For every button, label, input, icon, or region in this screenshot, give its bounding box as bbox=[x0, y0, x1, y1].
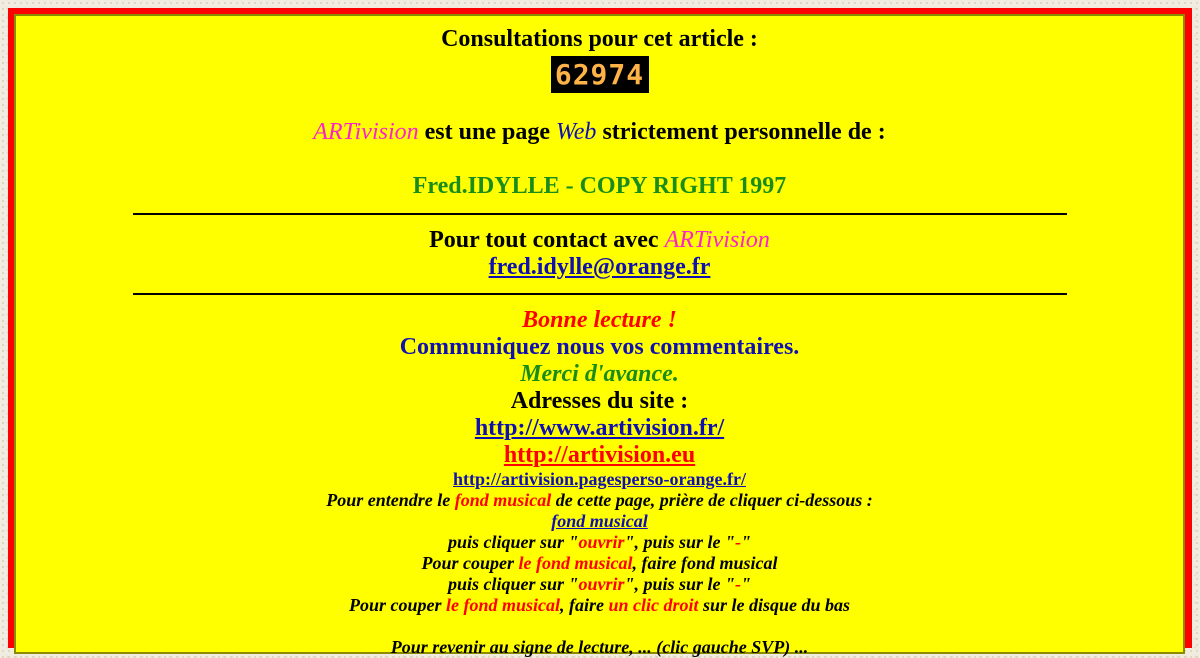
music-line-5-a: Pour couper bbox=[348, 595, 446, 615]
contact-brand: ARTivision bbox=[664, 227, 770, 253]
music-line-1-c: de cette page, prière de cliquer ci-dessous : bbox=[551, 490, 873, 510]
music-line-3-b: le fond musical bbox=[518, 553, 633, 573]
music-line-3-a: Pour couper bbox=[421, 553, 519, 573]
music-line-2-b: ouvrir bbox=[578, 532, 625, 552]
contact-line bbox=[16, 227, 1183, 254]
music-line-1 bbox=[16, 490, 1183, 511]
music-line-2-c: ", puis sur le " bbox=[624, 532, 736, 552]
music-line-5-b: le fond musical bbox=[445, 595, 560, 615]
content-panel bbox=[14, 14, 1185, 657]
music-line-2 bbox=[16, 532, 1183, 553]
music-line-2-d: - bbox=[735, 532, 742, 552]
bonne-lecture: Bonne lecture ! bbox=[522, 307, 677, 333]
copyright: Fred.IDYLLE - COPY RIGHT 1997 bbox=[412, 173, 787, 199]
music-line-2-e: " bbox=[741, 532, 752, 552]
music-line-4-c: ", puis sur le " bbox=[624, 574, 736, 594]
music-line-3-c: , faire fond musical bbox=[632, 553, 778, 573]
music-line-4 bbox=[16, 574, 1183, 595]
brand-name: ARTivision bbox=[313, 119, 419, 145]
music-line-4-d: - bbox=[735, 574, 742, 594]
music-line-6: Pour revenir au signe de lecture, ... (clic gauche SVP) ... bbox=[390, 637, 809, 657]
url-link-fr[interactable]: http://www.artivision.fr/ bbox=[474, 415, 725, 441]
url-link-orange[interactable]: http://artivision.pagesperso-orange.fr/ bbox=[453, 469, 746, 489]
music-line-2-a: puis cliquer sur " bbox=[447, 532, 579, 552]
thanks-line: Merci d'avance. bbox=[520, 361, 679, 387]
brand-line bbox=[16, 117, 1183, 147]
music-line-1-a: Pour entendre le bbox=[326, 490, 455, 510]
music-line-5-c: , faire bbox=[559, 595, 609, 615]
music-line-5-e: sur le disque du bas bbox=[698, 595, 851, 615]
brand-text-mid: est une page bbox=[418, 119, 556, 145]
visit-counter: 62974 bbox=[551, 56, 649, 93]
music-link[interactable]: fond musical bbox=[551, 511, 648, 531]
divider-bottom bbox=[133, 293, 1067, 295]
divider-top bbox=[133, 213, 1067, 215]
url-link-eu[interactable]: http://artivision.eu bbox=[503, 442, 696, 468]
email-link[interactable]: fred.idylle@orange.fr bbox=[488, 254, 711, 280]
music-line-4-b: ouvrir bbox=[578, 574, 625, 594]
contact-prefix: Pour tout contact avec bbox=[429, 227, 665, 253]
music-line-5 bbox=[16, 595, 1183, 616]
music-link-wrap bbox=[16, 511, 1183, 532]
music-line-4-e: " bbox=[741, 574, 752, 594]
music-line-5-d: un clic droit bbox=[608, 595, 699, 615]
music-line-4-a: puis cliquer sur " bbox=[447, 574, 579, 594]
brand-web: Web bbox=[555, 119, 597, 145]
music-line-3 bbox=[16, 553, 1183, 574]
addresses-title: Adresses du site : bbox=[510, 388, 689, 414]
music-line-1-b: fond musical bbox=[454, 490, 552, 510]
counter-title: Consultations pour cet article : bbox=[441, 26, 758, 52]
page-frame bbox=[8, 8, 1192, 657]
brand-text-end: strictement personnelle de : bbox=[596, 119, 886, 145]
comments-line: Communiquez nous vos commentaires. bbox=[399, 334, 800, 360]
